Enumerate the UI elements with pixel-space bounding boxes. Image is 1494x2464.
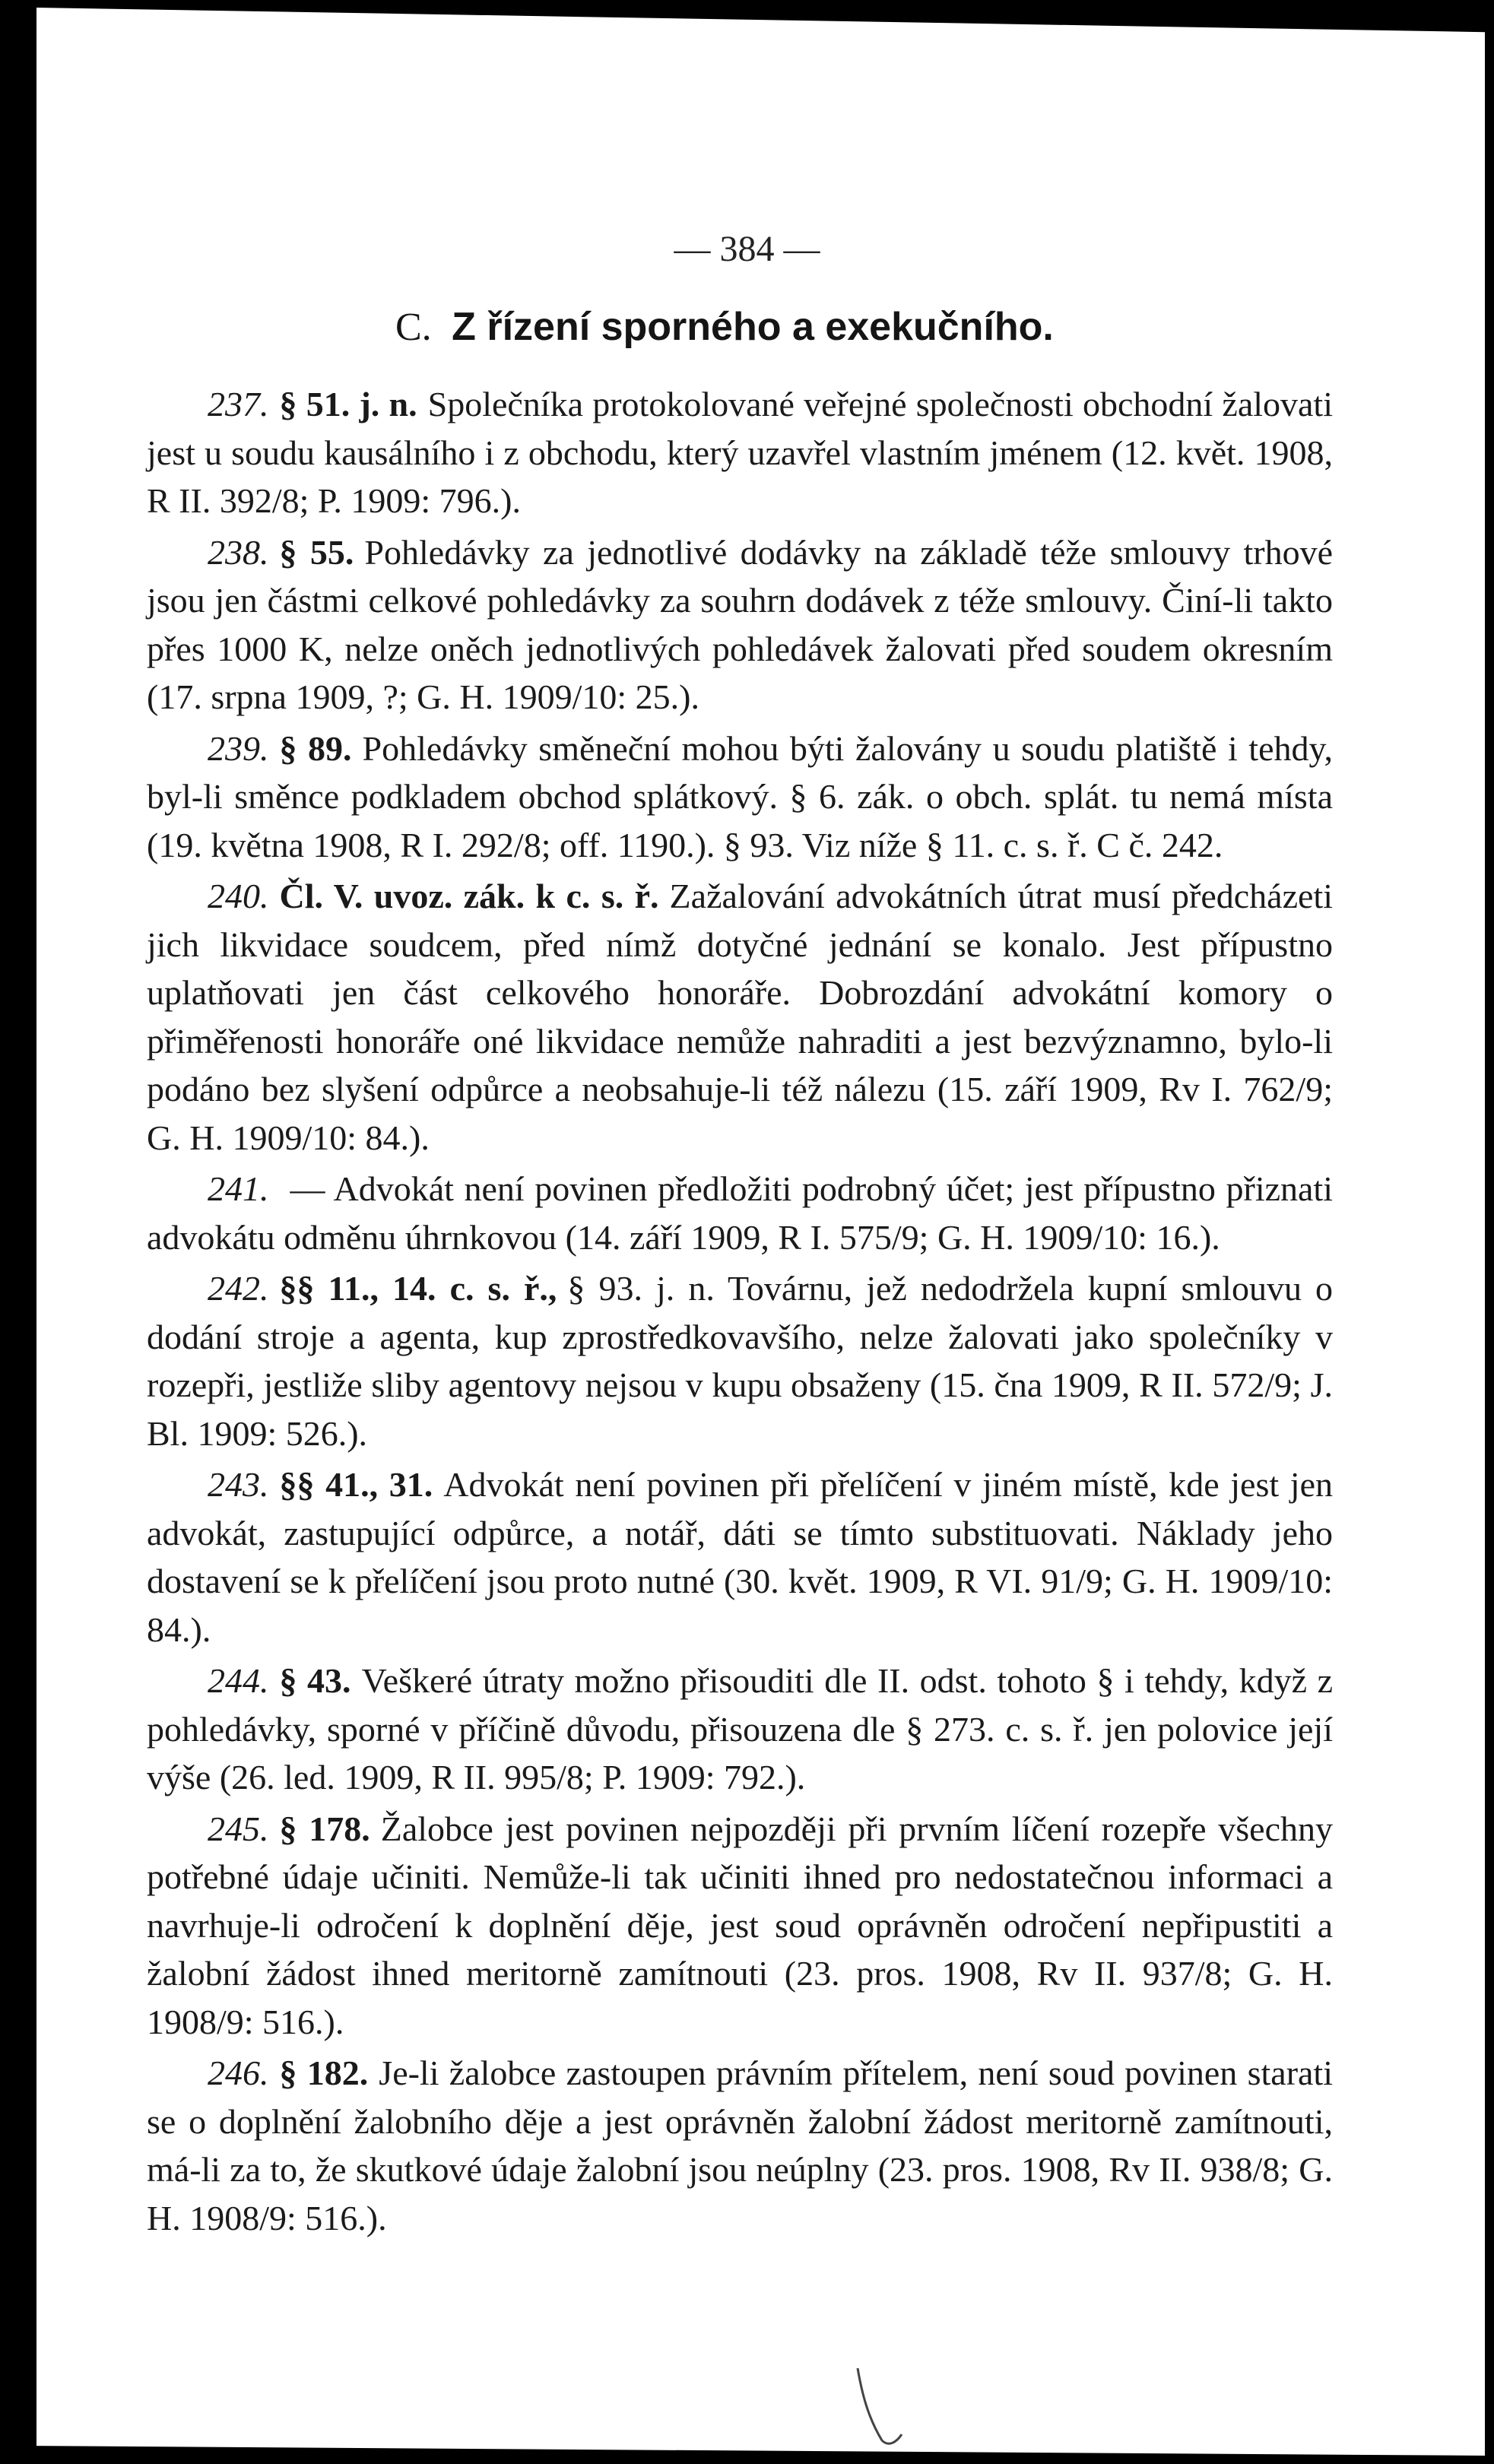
pencil-mark [852,2364,905,2448]
entry-text: Veškeré útraty možno přisouditi dle II. odst. tohoto § i tehdy, když z pohledávky, sporné v příčině důvodu, přisouzena dle § 273. c. s. ř. jen polovice její výše (26. led. 1909, R II. 995/8; P. 1909: 792.). [147,1661,1334,1796]
entry-243 [147,1460,1333,1654]
entry-number: 241. [208,1169,269,1208]
entry-reference: Čl. V. uvoz. zák. k c. s. ř. [279,877,659,915]
entry-238 [147,528,1333,721]
entry-246 [147,2049,1333,2242]
entry-242 [147,1264,1333,1457]
entry-number: 244. [208,1661,269,1700]
section-letter: C. [395,306,432,349]
entry-reference: § 43. [279,1661,351,1700]
entry-reference: § 55. [279,532,354,572]
entry-reference: §§ 41., 31. [279,1465,433,1504]
entry-reference: § 89. [279,728,352,768]
entry-reference: §§ 11., 14. c. s. ř., [279,1269,557,1308]
entry-number: 240. [208,877,269,915]
entry-text: — Advokát není povinen předložiti podrobný účet; jest přípustno přiznati advokátu odměnu úhrnkovou (14. září 1909, R I. 575/9; G. H. 1909/10: 16.). [147,1169,1333,1257]
entry-reference: § 182. [279,2053,369,2092]
entry-237 [147,380,1333,525]
entry-text: Je-li žalobce zastoupen právním přítelem, není soud povinen starati se o doplnění žalobního děje a jest oprávněn žalobní žádost meritorně zamítnouti, má-li za to, že skutkové údaje žalobní jsou neúplny (23. pros. 1908, Rv II. 938/8; G. H. 1908/9: 516.). [147,2053,1333,2237]
entry-240 [147,872,1333,1162]
entry-239 [147,725,1333,870]
entry-text: Pohledávky směneční mohou býti žalovány u soudu platiště i tehdy, byl-li směnce podkladem obchod splátkový. § 6. zák. o obch. splát. tu nemá místa (19. května 1908, R I. 292/8; off. 1190.). § 93. Viz níže § 11. c. s. ř. C č. 242. [147,728,1333,864]
entry-number: 242. [208,1269,269,1308]
section-title: Z řízení sporného a exekučního. [452,305,1054,349]
entry-number: 237. [208,385,269,423]
entry-text: Žalobce jest povinen nejpozději při prvním líčení rozepře všechny potřebné údaje učiniti. Nemůže-li tak učiniti ihned pro nedostatečnou informaci a navrhuje-li odročení k doplnění děje, jest soud oprávněn odročení nepřipustiti a žalobní žádost ihned meritorně zamítnouti (23. pros. 1908, Rv II. 937/8; G. H. 1908/9: 516.). [147,1809,1334,2041]
entry-number: 246. [208,2053,269,2092]
entry-reference: § 51. j. n. [279,385,417,423]
entry-text: Společníka protokolované veřejné společnosti obchodní žalovati jest u soudu kausálního i z obchodu, který uzavřel vlastním jménem (12. květ. 1908, R II. 392/8; P. 1909: 796.). [147,385,1333,520]
entry-number: 245. [208,1809,269,1848]
entry-text: Zažalování advokátních útrat musí předcházeti jich likvidace soudcem, před nímž dotyčné jednání se konalo. Jest přípustno uplatňovati jen část celkového honoráře. Dobrozdání advokátní komory o přiměřenosti honoráře oné likvidace nemůže nahraditi a jest bezvýznamno, bylo-li podáno bez slyšení odpůrce a neobsahuje-li též nálezu (15. září 1909, Rv I. 762/9; G. H. 1909/10: 84.). [147,877,1333,1157]
entry-number: 239. [208,728,269,768]
section-heading [395,304,1054,350]
entry-reference: § 178. [279,1809,370,1848]
page-number: — 384 — [674,229,820,269]
entry-text: Advokát není povinen při přelíčení v jiném místě, kde jest jen advokát, zastupující odpůrce, a notář, dáti se tímto substituovati. Náklady jeho dostavení se k přelíčení jsou proto nutné (30. květ. 1909, R VI. 91/9; G. H. 1909/10: 84.). [147,1465,1333,1649]
entry-245 [147,1805,1333,2047]
entry-244 [147,1657,1333,1802]
entry-text: Pohledávky za jednotlivé dodávky na základě téže smlouvy trhové jsou jen částmi celkové pohledávky za souhrn dodávek z téže smlouvy. Činí-li takto přes 1000 K, nelze oněch jednotlivých pohledávek žalovati před soudem okresním (17. srpna 1909, ?; G. H. 1909/10: 25.). [147,532,1334,716]
entries-list [147,380,1333,2245]
entry-text: § 93. j. n. Továrnu, jež nedodržela kupní smlouvu o dodání stroje a agenta, kup zprostředkovavšího, nelze žalovati jako společníky v rozepři, jestliže sliby agentovy nejsou v kupu obsaženy (15. čna 1909, R II. 572/9; J. Bl. 1909: 526.). [147,1269,1333,1453]
entry-number: 243. [208,1465,269,1504]
entry-number: 238. [208,532,269,572]
entry-241 [147,1165,1333,1261]
